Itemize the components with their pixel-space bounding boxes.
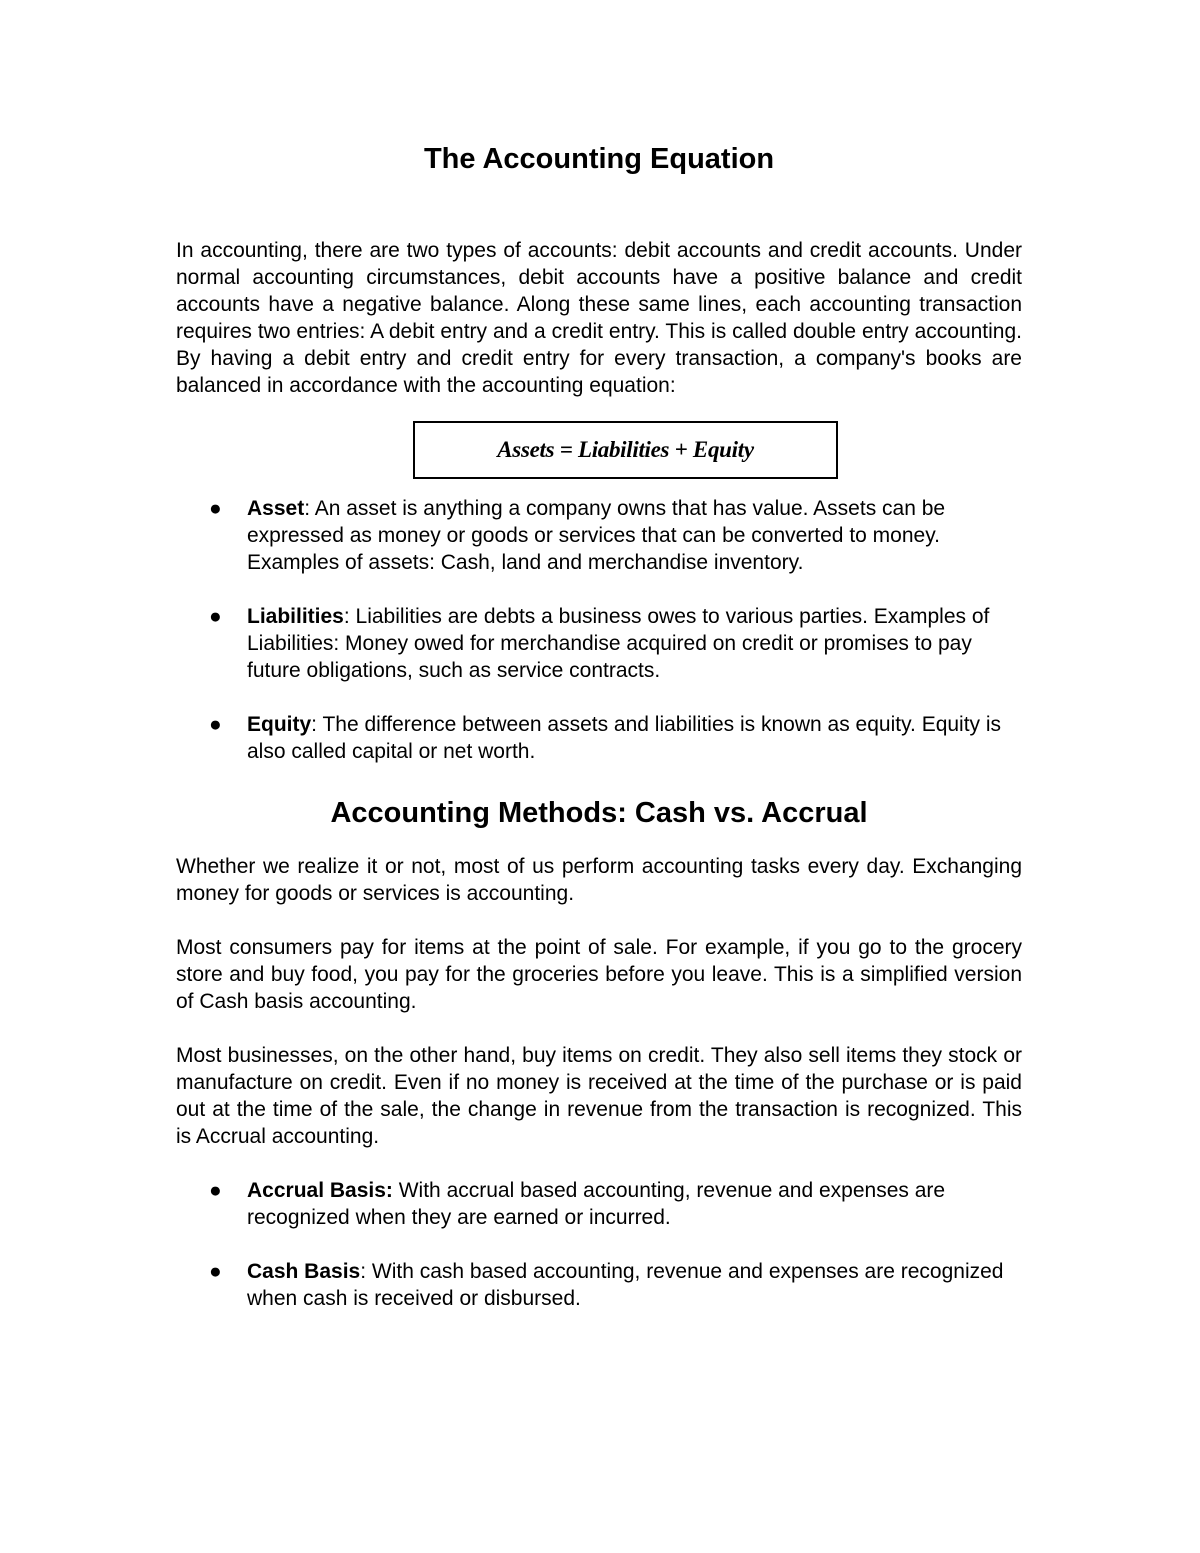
definition-item-asset	[176, 495, 1022, 576]
bullet-icon: ●	[209, 605, 222, 628]
method-term: Cash Basis	[247, 1260, 361, 1283]
bullet-icon: ●	[209, 1179, 222, 1202]
definition-text: : An asset is anything a company owns that has value. Assets can be expressed as money or goods or services that can be converted to money. Examples of assets: Cash, land and merchandise inventory.	[247, 497, 946, 574]
method-term: Accrual Basis:	[247, 1179, 393, 1202]
bullet-icon: ●	[209, 713, 222, 736]
paragraph-spacer	[176, 1015, 1022, 1042]
paragraph-spacer	[176, 1150, 1022, 1177]
intro-paragraph: In accounting, there are two types of accounts: debit accounts and credit accounts. Under normal accounting circumstances, debit accounts have a positive balance and credit accounts have a negative balance. Along these same lines, each accounting transaction requires two entries: A debit entry and a credit entry. This is called double entry accounting. By having a debit entry and credit entry for every transaction, a company's books are balanced in accordance with the accounting equation:	[176, 239, 1022, 397]
method-text: With accrual based accounting, revenue and expenses are recognized when they are earned or incurred.	[247, 1179, 946, 1229]
definition-text: : Liabilities are debts a business owes to various parties. Examples of Liabilities: Money owed for merchandise acquired on credit or promises to pay future obligations, such as service contracts.	[247, 605, 990, 682]
page-title: The Accounting Equation	[423, 143, 775, 175]
definition-item-liabilities	[176, 603, 1022, 684]
section-heading-methods: Accounting Methods: Cash vs. Accrual	[330, 797, 868, 829]
method-item-accrual	[176, 1177, 1022, 1231]
accounting-equation-box	[413, 421, 838, 479]
accounting-equation: Assets = Liabilities + Equity	[497, 437, 754, 462]
methods-paragraph-3: Most businesses, on the other hand, buy items on credit. They also sell items they stock or manufacture on credit. Even if no money is received at the time of the purchase or is paid out at the time of the sale, the change in revenue from the transaction is recognized. This is Accrual accounting.	[176, 1044, 1022, 1148]
document-body	[176, 138, 1022, 1339]
bullet-icon: ●	[209, 497, 222, 520]
definitions-list	[176, 495, 1022, 765]
definition-item-equity	[176, 711, 1022, 765]
bullet-icon: ●	[209, 1260, 222, 1283]
definition-text: : The difference between assets and liabilities is known as equity. Equity is also called capital or net worth.	[247, 713, 1002, 763]
methods-paragraph-1: Whether we realize it or not, most of us perform accounting tasks every day. Exchanging money for goods or services is accounting.	[176, 855, 1022, 905]
methods-list	[176, 1177, 1022, 1312]
method-text: : With cash based accounting, revenue and expenses are recognized when cash is received or disbursed.	[247, 1260, 1004, 1310]
definition-term: Asset	[247, 497, 305, 520]
definition-term: Equity	[247, 713, 312, 736]
definition-term: Liabilities	[247, 605, 344, 628]
paragraph-spacer	[176, 907, 1022, 934]
method-item-cash	[176, 1258, 1022, 1312]
methods-paragraph-2: Most consumers pay for items at the point of sale. For example, if you go to the grocery store and buy food, you pay for the groceries before you leave. This is a simplified version of Cash basis accounting.	[176, 936, 1022, 1013]
